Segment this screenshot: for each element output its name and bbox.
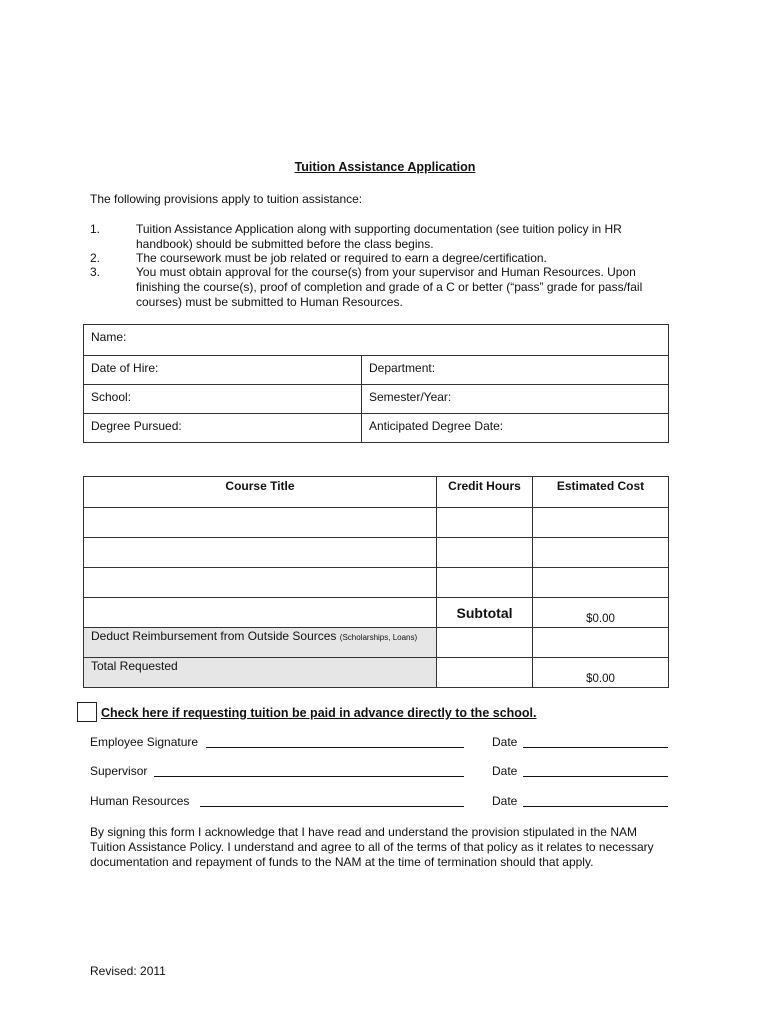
department-field[interactable] (362, 356, 669, 385)
credit-hours-cell[interactable] (437, 538, 533, 568)
school-field[interactable] (84, 385, 362, 414)
hr-date-line[interactable] (523, 806, 668, 807)
school-label: School: (91, 390, 132, 404)
deduct-label-cell (84, 628, 437, 658)
credit-hours-header: Credit Hours (437, 477, 533, 508)
provision-item (90, 222, 680, 254)
subtotal-value: $0.00 (533, 598, 669, 628)
degree-pursued-field[interactable] (84, 414, 362, 443)
employee-signature-line[interactable] (206, 747, 464, 748)
deduct-row (84, 628, 669, 658)
hr-signature-line[interactable] (200, 806, 464, 807)
date-of-hire-field[interactable] (84, 356, 362, 385)
provision-number: 1. (90, 222, 101, 236)
applicant-info-table (83, 324, 669, 443)
semester-year-field[interactable] (362, 385, 669, 414)
supervisor-signature-line[interactable] (154, 776, 464, 777)
estimated-cost-cell[interactable] (533, 508, 669, 538)
total-hours-cell (437, 658, 533, 688)
supervisor-date-line[interactable] (523, 776, 668, 777)
employee-signature-label: Employee Signature (90, 735, 199, 749)
advance-payment-checkbox[interactable] (77, 702, 97, 722)
subtotal-label: Subtotal (437, 598, 533, 628)
deduct-label: Deduct Reimbursement from Outside Sources (91, 629, 337, 643)
acknowledgement-text: By signing this form I acknowledge that I have read and understand the provision stipulated in the NAM Tuition Assistance Policy. I understand and agree to all of the terms of that policy as it relates to necessary documentation and repayment of funds to the NAM at the time of termination should that apply. (90, 825, 654, 869)
name-label: Name: (91, 330, 127, 344)
employee-date-line[interactable] (523, 747, 668, 748)
form-title: Tuition Assistance Application (294, 160, 476, 174)
provision-text: The coursework must be job related or required to earn a degree/certification. (136, 251, 547, 265)
name-field[interactable] (84, 325, 669, 356)
total-row (84, 658, 669, 688)
advance-payment-label: Check here if requesting tuition be paid in advance directly to the school. (101, 706, 537, 720)
course-title-cell[interactable] (84, 538, 437, 568)
deduct-amount-cell[interactable] (533, 628, 669, 658)
supervisor-signature-label: Supervisor (90, 764, 148, 778)
deduct-note: (Scholarships, Loans) (339, 633, 418, 642)
credit-hours-cell[interactable] (437, 568, 533, 598)
estimated-cost-cell[interactable] (533, 568, 669, 598)
course-row (84, 568, 669, 598)
employee-date-label: Date (492, 735, 518, 749)
total-value: $0.00 (533, 658, 669, 688)
provision-number: 2. (90, 251, 101, 265)
total-label: Total Requested (84, 658, 437, 688)
degree-pursued-label: Degree Pursued: (91, 419, 182, 433)
anticipated-degree-date-field[interactable] (362, 414, 669, 443)
semester-year-label: Semester/Year: (369, 390, 452, 404)
intro-text: The following provisions apply to tuition assistance: (90, 192, 363, 206)
course-row (84, 508, 669, 538)
provision-text: You must obtain approval for the course(s) from your supervisor and Human Resources. Upon finishing the course(s), proof of completion and grade of a C or better (“pass” grade for pass/fail courses) must be submitted to Human Resources. (136, 265, 643, 309)
course-row (84, 538, 669, 568)
department-label: Department: (369, 361, 436, 375)
hr-signature-label: Human Resources (90, 794, 190, 808)
course-title-cell[interactable] (84, 508, 437, 538)
course-title-header: Course Title (84, 477, 437, 508)
supervisor-date-label: Date (492, 764, 518, 778)
revised-date: Revised: 2011 (90, 964, 166, 978)
credit-hours-cell[interactable] (437, 508, 533, 538)
date-of-hire-label: Date of Hire: (91, 361, 159, 375)
provision-text: Tuition Assistance Application along with supporting documentation (see tuition policy in HR handbook) should be submitted before the class begins. (136, 222, 622, 251)
deduct-hours-cell (437, 628, 533, 658)
anticipated-degree-date-label: Anticipated Degree Date: (369, 419, 504, 433)
provision-item (90, 265, 680, 313)
estimated-cost-header: Estimated Cost (533, 477, 669, 508)
course-title-cell[interactable] (84, 568, 437, 598)
blank-cell (84, 598, 437, 628)
subtotal-row (84, 598, 669, 628)
provision-number: 3. (90, 265, 101, 279)
course-table (83, 476, 669, 688)
hr-date-label: Date (492, 794, 518, 808)
estimated-cost-cell[interactable] (533, 538, 669, 568)
